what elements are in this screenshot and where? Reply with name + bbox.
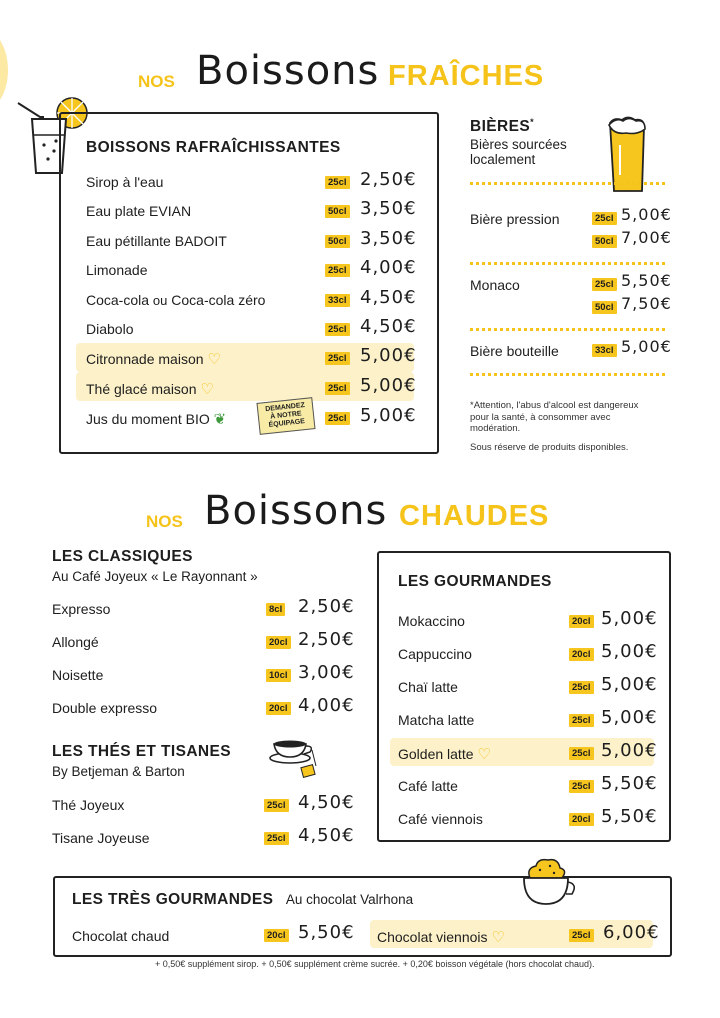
- classics-subtitle: Au Café Joyeux « Le Rayonnant »: [52, 569, 258, 584]
- beers-asterisk: *: [530, 117, 535, 127]
- warning-line-1: *Attention, l'abus d'alcool est dangereux: [470, 400, 639, 411]
- supplements-footer: + 0,50€ supplément sirop. + 0,50€ supplément crème sucrée. + 0,20€ boisson végétale (hors chocolat chaud).: [155, 959, 595, 969]
- hot-chocolate-icon: [516, 856, 578, 912]
- tres-size-1: 20cl: [264, 929, 289, 942]
- beer-item-1: Bière pression: [470, 211, 560, 227]
- beers-subtitle-2: localement: [470, 152, 536, 167]
- gourmande-size-5: 25cl: [569, 747, 594, 760]
- refresh-item-5-a: Coca-cola: [86, 292, 150, 308]
- warning-line-3: modération.: [470, 423, 521, 434]
- classic-price-3: 3,00€: [298, 662, 355, 683]
- classic-size-3: 10cl: [266, 669, 291, 682]
- gourmande-item-3: Chaï latte: [398, 679, 458, 695]
- hot-title-main: Boissons: [204, 488, 388, 534]
- beer-item-3: Bière bouteille: [470, 343, 559, 359]
- gourmande-item-2: Cappuccino: [398, 646, 472, 662]
- refresh-price-4: 4,00€: [360, 257, 417, 278]
- tres-price-1: 5,50€: [298, 922, 355, 943]
- note-line-1: DEMANDEZ: [265, 401, 306, 414]
- refresh-item-5: [86, 292, 265, 308]
- tea-size-2: 25cl: [264, 832, 289, 845]
- classic-size-1: 8cl: [266, 603, 285, 616]
- tea-price-2: 4,50€: [298, 825, 355, 846]
- tres-price-2: 6,00€: [603, 922, 660, 943]
- beer-size-1b: 50cl: [592, 235, 617, 248]
- tres-item-2: [377, 928, 505, 946]
- beer-price-2a: 5,50€: [621, 271, 672, 290]
- heart-icon: ♡: [491, 929, 505, 946]
- heart-icon: ♡: [200, 381, 214, 398]
- note-line-3: ÉQUIPAGE: [268, 418, 306, 429]
- refresh-item-4: Limonade: [86, 262, 148, 278]
- refresh-item-8-label: Thé glacé maison: [86, 381, 197, 397]
- beers-subtitle: [470, 137, 567, 167]
- gourmande-size-7: 20cl: [569, 813, 594, 826]
- gourmandes-box: [377, 551, 671, 842]
- beer-item-2: Monaco: [470, 277, 520, 293]
- alcohol-warning: [470, 400, 638, 435]
- refresh-item-5-or: ou: [152, 293, 168, 308]
- gourmande-item-4: Matcha latte: [398, 712, 475, 728]
- refresh-size-1: 25cl: [325, 176, 350, 189]
- gourmande-price-1: 5,00€: [601, 608, 658, 629]
- beers-title: [470, 117, 534, 136]
- warning-line-2: pour la santé, à consommer avec: [470, 411, 611, 423]
- refresh-size-5: 33cl: [325, 294, 350, 307]
- leaf-icon: ❦: [213, 411, 227, 428]
- refresh-item-7: [86, 350, 221, 368]
- beer-price-3: 5,00€: [621, 337, 672, 356]
- classics-title: LES CLASSIQUES: [52, 548, 193, 565]
- gourmandes-title: LES GOURMANDES: [398, 573, 552, 590]
- note-line-2: À NOTRE: [269, 410, 302, 421]
- classic-size-2: 20cl: [266, 636, 291, 649]
- gourmande-size-1: 20cl: [569, 615, 594, 628]
- gourmande-item-7: Café viennois: [398, 811, 483, 827]
- gourmande-item-6: Café latte: [398, 778, 458, 794]
- beers-divider-4: [470, 373, 665, 376]
- refresh-item-1: Sirop à l'eau: [86, 174, 164, 190]
- gourmande-size-3: 25cl: [569, 681, 594, 694]
- refresh-item-3: Eau pétillante BADOIT: [86, 233, 227, 249]
- beer-price-1a: 5,00€: [621, 205, 672, 224]
- gourmande-item-5: [398, 745, 491, 763]
- beers-title-label: BIÈRES: [470, 118, 531, 136]
- gourmande-price-3: 5,00€: [601, 674, 658, 695]
- refresh-item-8: [86, 380, 214, 398]
- gourmande-price-2: 5,00€: [601, 641, 658, 662]
- classic-item-3: Noisette: [52, 667, 104, 683]
- classic-price-4: 4,00€: [298, 695, 355, 716]
- tres-gourmandes-header: [72, 891, 413, 909]
- tres-item-1: Chocolat chaud: [72, 928, 170, 944]
- refresh-item-7-label: Citronnade maison: [86, 351, 204, 367]
- classic-item-2: Allongé: [52, 634, 99, 650]
- refresh-item-9: [86, 410, 226, 428]
- beer-size-2a: 25cl: [592, 278, 617, 291]
- tea-price-1: 4,50€: [298, 792, 355, 813]
- tea-cup-icon: [268, 732, 330, 788]
- refresh-price-8: 5,00€: [360, 375, 417, 396]
- refresh-size-4: 25cl: [325, 264, 350, 277]
- beer-price-2b: 7,50€: [621, 294, 672, 313]
- beers-divider-3: [470, 328, 665, 331]
- classic-price-2: 2,50€: [298, 629, 355, 650]
- cold-title-yellow: FRAÎCHES: [388, 60, 545, 92]
- beers-divider-2: [470, 262, 665, 265]
- refresh-size-6: 25cl: [325, 323, 350, 336]
- cold-title: [138, 48, 598, 98]
- classic-price-1: 2,50€: [298, 596, 355, 617]
- refresh-price-9: 5,00€: [360, 405, 417, 426]
- beers-subtitle-1: Bières sourcées: [470, 137, 567, 152]
- tea-item-2: Tisane Joyeuse: [52, 830, 150, 846]
- hot-title-yellow: CHAUDES: [399, 500, 550, 532]
- gourmande-price-6: 5,50€: [601, 773, 658, 794]
- refresh-price-1: 2,50€: [360, 169, 417, 190]
- classic-size-4: 20cl: [266, 702, 291, 715]
- ask-staff-note: [256, 397, 315, 435]
- gourmande-price-7: 5,50€: [601, 806, 658, 827]
- tea-size-1: 25cl: [264, 799, 289, 812]
- refresh-item-6: Diabolo: [86, 321, 134, 337]
- tres-gourmandes-title: LES TRÈS GOURMANDES: [72, 891, 274, 908]
- availability-note: Sous réserve de produits disponibles.: [470, 442, 629, 453]
- refresh-price-2: 3,50€: [360, 198, 417, 219]
- refresh-box: [59, 112, 439, 454]
- hot-title-nos: NOS: [146, 512, 183, 531]
- refresh-price-3: 3,50€: [360, 228, 417, 249]
- tres-size-2: 25cl: [569, 929, 594, 942]
- refresh-size-2: 50cl: [325, 205, 350, 218]
- refresh-item-5-b: Coca-cola zéro: [171, 292, 266, 308]
- refresh-size-7: 25cl: [325, 352, 350, 365]
- tres-item-2-label: Chocolat viennois: [377, 929, 488, 945]
- gourmande-size-6: 25cl: [569, 780, 594, 793]
- beers-divider-1: [470, 182, 665, 185]
- beer-size-1a: 25cl: [592, 212, 617, 225]
- gourmande-size-2: 20cl: [569, 648, 594, 661]
- refresh-title: BOISSONS RAFRAÎCHISSANTES: [86, 139, 341, 156]
- tea-item-1: Thé Joyeux: [52, 797, 125, 813]
- heart-icon: ♡: [477, 746, 491, 763]
- classic-item-4: Double expresso: [52, 700, 158, 716]
- decorative-edge: [0, 30, 8, 110]
- gourmande-item-5-label: Golden latte: [398, 746, 474, 762]
- heart-icon: ♡: [207, 351, 221, 368]
- beer-size-3: 33cl: [592, 344, 617, 357]
- refresh-size-9: 25cl: [325, 412, 350, 425]
- beer-size-2b: 50cl: [592, 301, 617, 314]
- teas-title: LES THÉS ET TISANES: [52, 743, 231, 760]
- hot-title: [146, 488, 586, 538]
- refresh-item-2: Eau plate EVIAN: [86, 203, 192, 219]
- gourmande-price-5: 5,00€: [601, 740, 658, 761]
- tres-gourmandes-subtitle: Au chocolat Valrhona: [285, 892, 414, 907]
- refresh-price-5: 4,50€: [360, 287, 417, 308]
- gourmande-item-1: Mokaccino: [398, 613, 465, 629]
- refresh-item-9-label: Jus du moment BIO: [86, 411, 210, 427]
- refresh-price-6: 4,50€: [360, 316, 417, 337]
- refresh-size-3: 50cl: [325, 235, 350, 248]
- gourmande-size-4: 25cl: [569, 714, 594, 727]
- cold-title-main: Boissons: [196, 48, 380, 94]
- refresh-price-7: 5,00€: [360, 345, 417, 366]
- cold-title-nos: NOS: [138, 72, 175, 91]
- refresh-size-8: 25cl: [325, 382, 350, 395]
- classic-item-1: Expresso: [52, 601, 111, 617]
- beer-price-1b: 7,00€: [621, 228, 672, 247]
- gourmande-price-4: 5,00€: [601, 707, 658, 728]
- teas-subtitle: By Betjeman & Barton: [52, 764, 185, 779]
